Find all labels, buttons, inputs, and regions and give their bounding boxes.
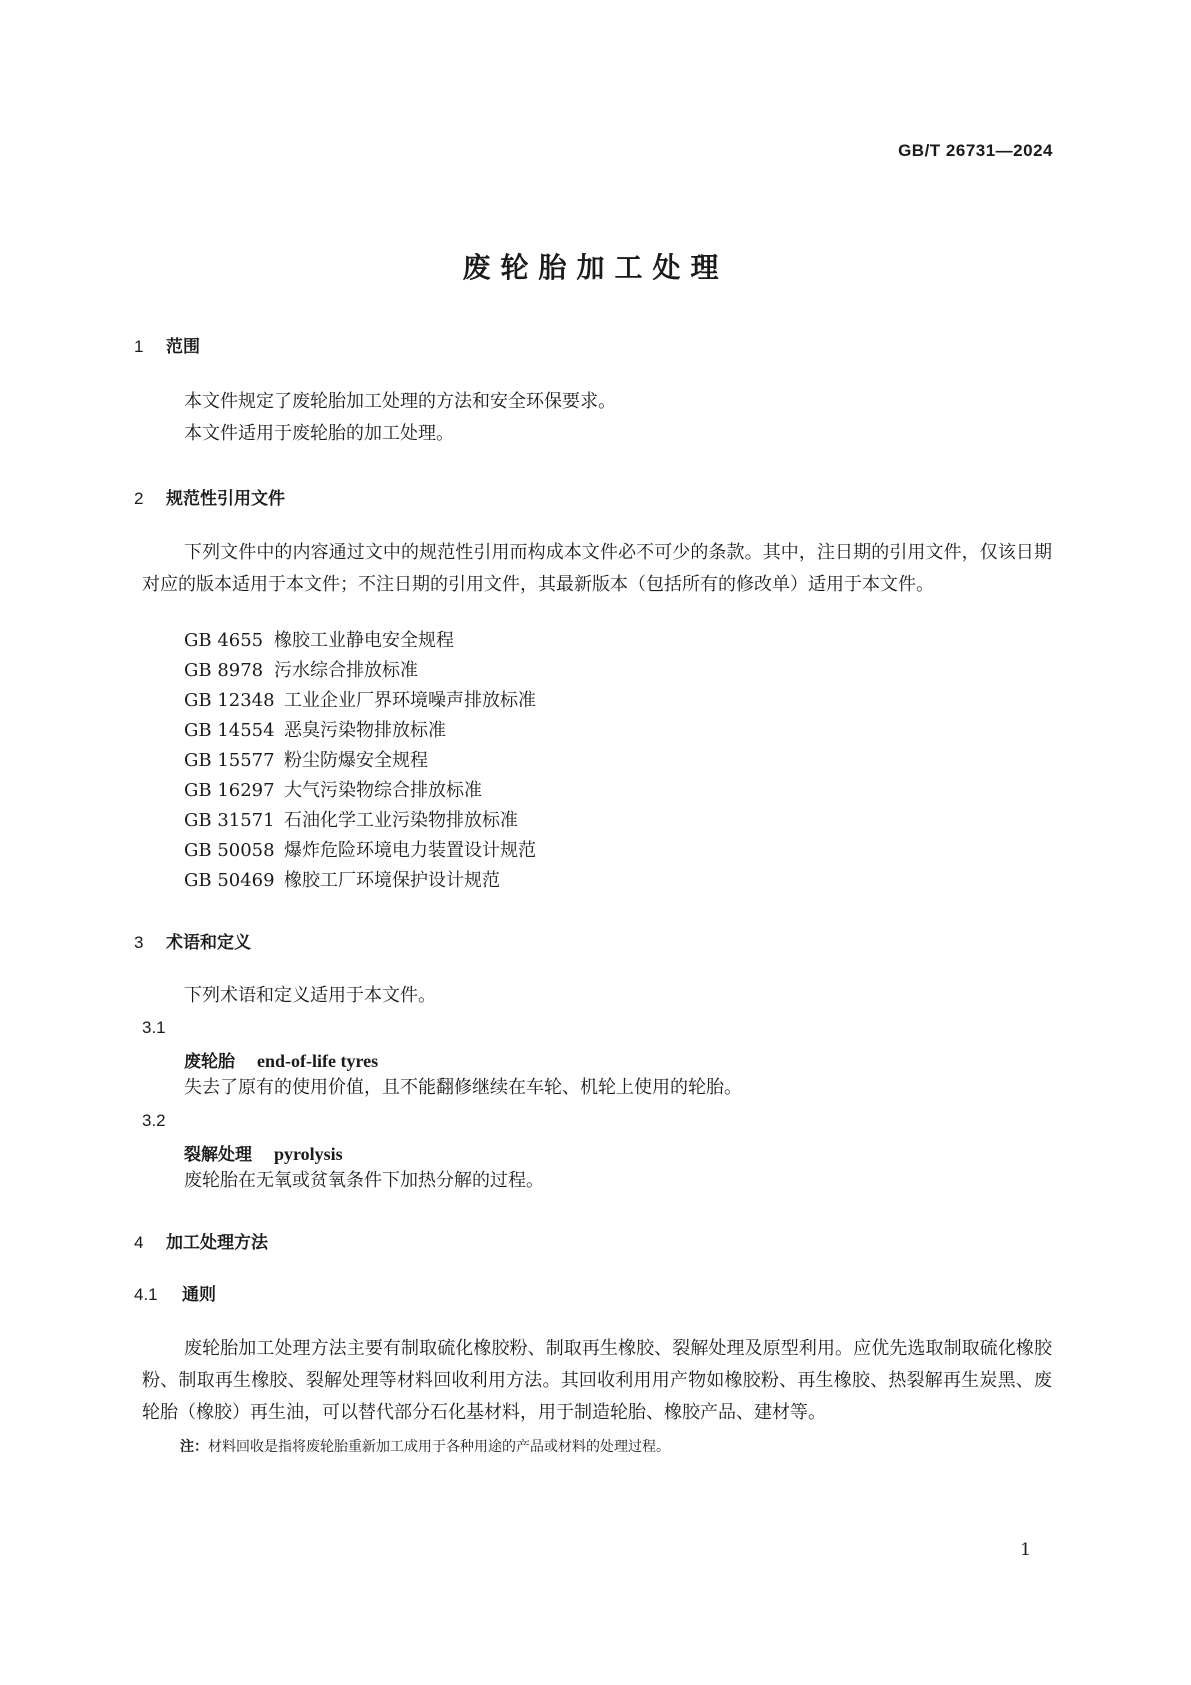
term-chinese: 裂解处理 — [184, 1145, 252, 1165]
reference-title: 恶臭污染物排放标准 — [284, 720, 446, 741]
reference-item — [184, 626, 454, 652]
reference-title: 污水综合排放标准 — [274, 660, 418, 681]
standard-code: GB/T 26731—2024 — [898, 141, 1053, 160]
page-number: 1 — [1020, 1540, 1031, 1560]
term-definition: 废轮胎在无氧或贫氧条件下加热分解的过程。 — [184, 1170, 544, 1191]
note-label: 注： — [180, 1439, 208, 1455]
reference-item — [184, 656, 418, 682]
scope-paragraph-1: 本文件规定了废轮胎加工处理的方法和安全环保要求。 — [184, 391, 616, 412]
terms-intro-paragraph: 下列术语和定义适用于本文件。 — [184, 985, 436, 1006]
reference-item — [184, 866, 500, 892]
reference-code: GB 50469 — [184, 870, 275, 891]
term-number: 3.2 — [142, 1111, 166, 1130]
section-title: 加工处理方法 — [166, 1233, 268, 1253]
reference-code: GB 8978 — [184, 660, 264, 681]
section-3-heading — [134, 928, 251, 953]
reference-code: GB 12348 — [184, 690, 275, 711]
general-rules-paragraph: 废轮胎加工处理方法主要有制取硫化橡胶粉、制取再生橡胶、裂解处理及原型利用。应优先选取制取硫化橡胶粉、制取再生橡胶、裂解处理等材料回收利用方法。其回收利用用产物如橡胶粉、再生橡胶、热裂解再生炭黑、废轮胎（橡胶）再生油，可以替代部分石化基材料，用于制造轮胎、橡胶产品、建材等。 — [142, 1338, 1052, 1423]
section-2-heading — [134, 484, 285, 509]
section-title: 范围 — [166, 337, 200, 357]
term-english: end-of-life tyres — [257, 1051, 379, 1071]
note-text: 材料回收是指将废轮胎重新加工成用于各种用途的产品或材料的处理过程。 — [208, 1439, 670, 1455]
term-chinese: 废轮胎 — [184, 1052, 235, 1072]
reference-item — [184, 746, 428, 772]
reference-title: 工业企业厂界环境噪声排放标准 — [284, 690, 536, 711]
section-number: 4 — [134, 1233, 144, 1252]
term-english: pyrolysis — [274, 1144, 343, 1164]
reference-code: GB 15577 — [184, 750, 275, 771]
term-number: 3.1 — [142, 1018, 166, 1037]
reference-code: GB 50058 — [184, 840, 275, 861]
term-heading — [184, 1047, 378, 1072]
reference-title: 大气污染物综合排放标准 — [284, 780, 482, 801]
term-definition: 失去了原有的使用价值，且不能翻修继续在车轮、机轮上使用的轮胎。 — [184, 1077, 742, 1098]
section-4-heading — [134, 1228, 268, 1253]
section-number: 1 — [134, 337, 144, 356]
references-intro-paragraph: 下列文件中的内容通过文中的规范性引用而构成本文件必不可少的条款。其中，注日期的引用文件，仅该日期对应的版本适用于本文件；不注日期的引用文件，其最新版本（包括所有的修改单）适用于本文件。 — [142, 542, 1052, 595]
subsection-number: 4.1 — [134, 1285, 158, 1304]
reference-code: GB 16297 — [184, 780, 275, 801]
reference-item — [184, 686, 536, 712]
section-title: 术语和定义 — [166, 933, 251, 953]
reference-code: GB 4655 — [184, 630, 264, 651]
section-1-heading — [134, 332, 200, 357]
reference-item — [184, 716, 446, 742]
reference-item — [184, 776, 482, 802]
note — [180, 1436, 670, 1456]
document-title: 废轮胎加工处理 — [462, 251, 729, 284]
reference-item — [184, 836, 536, 862]
section-title: 规范性引用文件 — [166, 489, 285, 509]
reference-code: GB 31571 — [184, 810, 275, 831]
reference-title: 爆炸危险环境电力装置设计规范 — [284, 840, 536, 861]
subsection-title: 通则 — [182, 1285, 216, 1305]
subsection-4-1-heading — [134, 1280, 216, 1305]
section-number: 2 — [134, 489, 144, 508]
reference-item — [184, 806, 518, 832]
term-heading — [184, 1140, 343, 1165]
reference-title: 橡胶工业静电安全规程 — [274, 630, 454, 651]
reference-title: 石油化学工业污染物排放标准 — [284, 810, 518, 831]
scope-paragraph-2: 本文件适用于废轮胎的加工处理。 — [184, 423, 454, 444]
reference-title: 橡胶工厂环境保护设计规范 — [284, 870, 500, 891]
section-number: 3 — [134, 933, 144, 952]
reference-code: GB 14554 — [184, 720, 275, 741]
reference-title: 粉尘防爆安全规程 — [284, 750, 428, 771]
